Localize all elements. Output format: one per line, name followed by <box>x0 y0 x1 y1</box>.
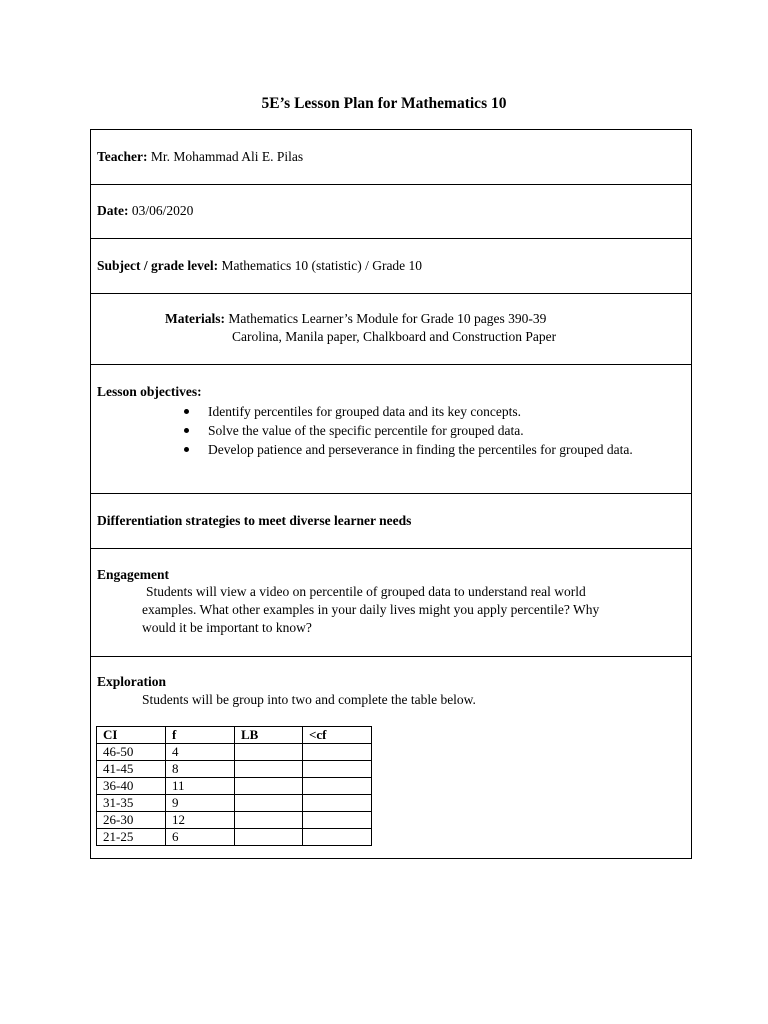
table-row <box>97 829 372 846</box>
frequency-table <box>96 726 372 846</box>
materials-line1: Mathematics Learner’s Module for Grade 10 pages 390-39 <box>228 311 547 326</box>
materials-line2: Carolina, Manila paper, Chalkboard and Construction Paper <box>232 329 557 344</box>
cell-cf <box>303 778 372 795</box>
differentiation-row <box>91 494 691 549</box>
header-cf: <cf <box>303 727 372 744</box>
cell-f: 11 <box>166 778 235 795</box>
cell-f: 6 <box>166 829 235 846</box>
header-ci: CI <box>97 727 166 744</box>
cell-ci: 41-45 <box>97 761 166 778</box>
header-lb: LB <box>235 727 303 744</box>
page-title: 5E’s Lesson Plan for Mathematics 10 <box>261 95 507 112</box>
table-row <box>97 744 372 761</box>
table-row <box>97 778 372 795</box>
date-label: Date: <box>97 203 129 218</box>
cell-ci: 36-40 <box>97 778 166 795</box>
cell-f: 4 <box>166 744 235 761</box>
objective-item: Identify percentiles for grouped data and its key concepts. <box>182 402 633 421</box>
header-f: f <box>166 727 235 744</box>
subject-label: Subject / grade level: <box>97 258 219 273</box>
engagement-heading: Engagement <box>97 567 169 582</box>
objectives-heading: Lesson objectives: <box>97 384 202 399</box>
table-row <box>97 761 372 778</box>
engagement-row <box>91 549 691 657</box>
date-row <box>91 185 691 239</box>
objective-item: Solve the value of the specific percentile for grouped data. <box>182 421 633 440</box>
table-row <box>97 795 372 812</box>
cell-ci: 21-25 <box>97 829 166 846</box>
cell-cf <box>303 812 372 829</box>
cell-ci: 31-35 <box>97 795 166 812</box>
teacher-row <box>91 130 691 185</box>
cell-lb <box>235 795 303 812</box>
objective-item: Develop patience and perseverance in finding the percentiles for grouped data. <box>182 440 633 459</box>
teacher-value: Mr. Mohammad Ali E. Pilas <box>150 149 304 164</box>
objectives-row <box>91 365 691 494</box>
cell-lb <box>235 829 303 846</box>
exploration-row <box>91 657 691 858</box>
materials-row <box>91 294 691 365</box>
cell-f: 12 <box>166 812 235 829</box>
teacher-label: Teacher: <box>97 149 148 164</box>
cell-ci: 46-50 <box>97 744 166 761</box>
engagement-text-line: examples. What other examples in your daily lives might you apply percentile? Why <box>142 602 600 617</box>
cell-cf <box>303 795 372 812</box>
cell-ci: 26-30 <box>97 812 166 829</box>
materials-label: Materials: <box>165 311 225 326</box>
cell-cf <box>303 829 372 846</box>
cell-lb <box>235 744 303 761</box>
cell-cf <box>303 761 372 778</box>
cell-lb <box>235 761 303 778</box>
table-header-row <box>97 727 372 744</box>
engagement-text-line: would it be important to know? <box>142 620 312 635</box>
exploration-heading: Exploration <box>97 674 167 689</box>
table-row <box>97 812 372 829</box>
engagement-text-line: Students will view a video on percentile of grouped data to understand real world <box>146 584 586 599</box>
objectives-list <box>182 402 633 459</box>
cell-lb <box>235 812 303 829</box>
lesson-plan-table <box>90 129 692 859</box>
cell-cf <box>303 744 372 761</box>
date-value: 03/06/2020 <box>131 203 194 218</box>
cell-f: 9 <box>166 795 235 812</box>
differentiation-heading: Differentiation strategies to meet diverse learner needs <box>97 513 412 528</box>
cell-lb <box>235 778 303 795</box>
subject-row <box>91 239 691 294</box>
cell-f: 8 <box>166 761 235 778</box>
exploration-instruction: Students will be group into two and complete the table below. <box>142 692 476 707</box>
subject-value: Mathematics 10 (statistic) / Grade 10 <box>221 258 423 273</box>
